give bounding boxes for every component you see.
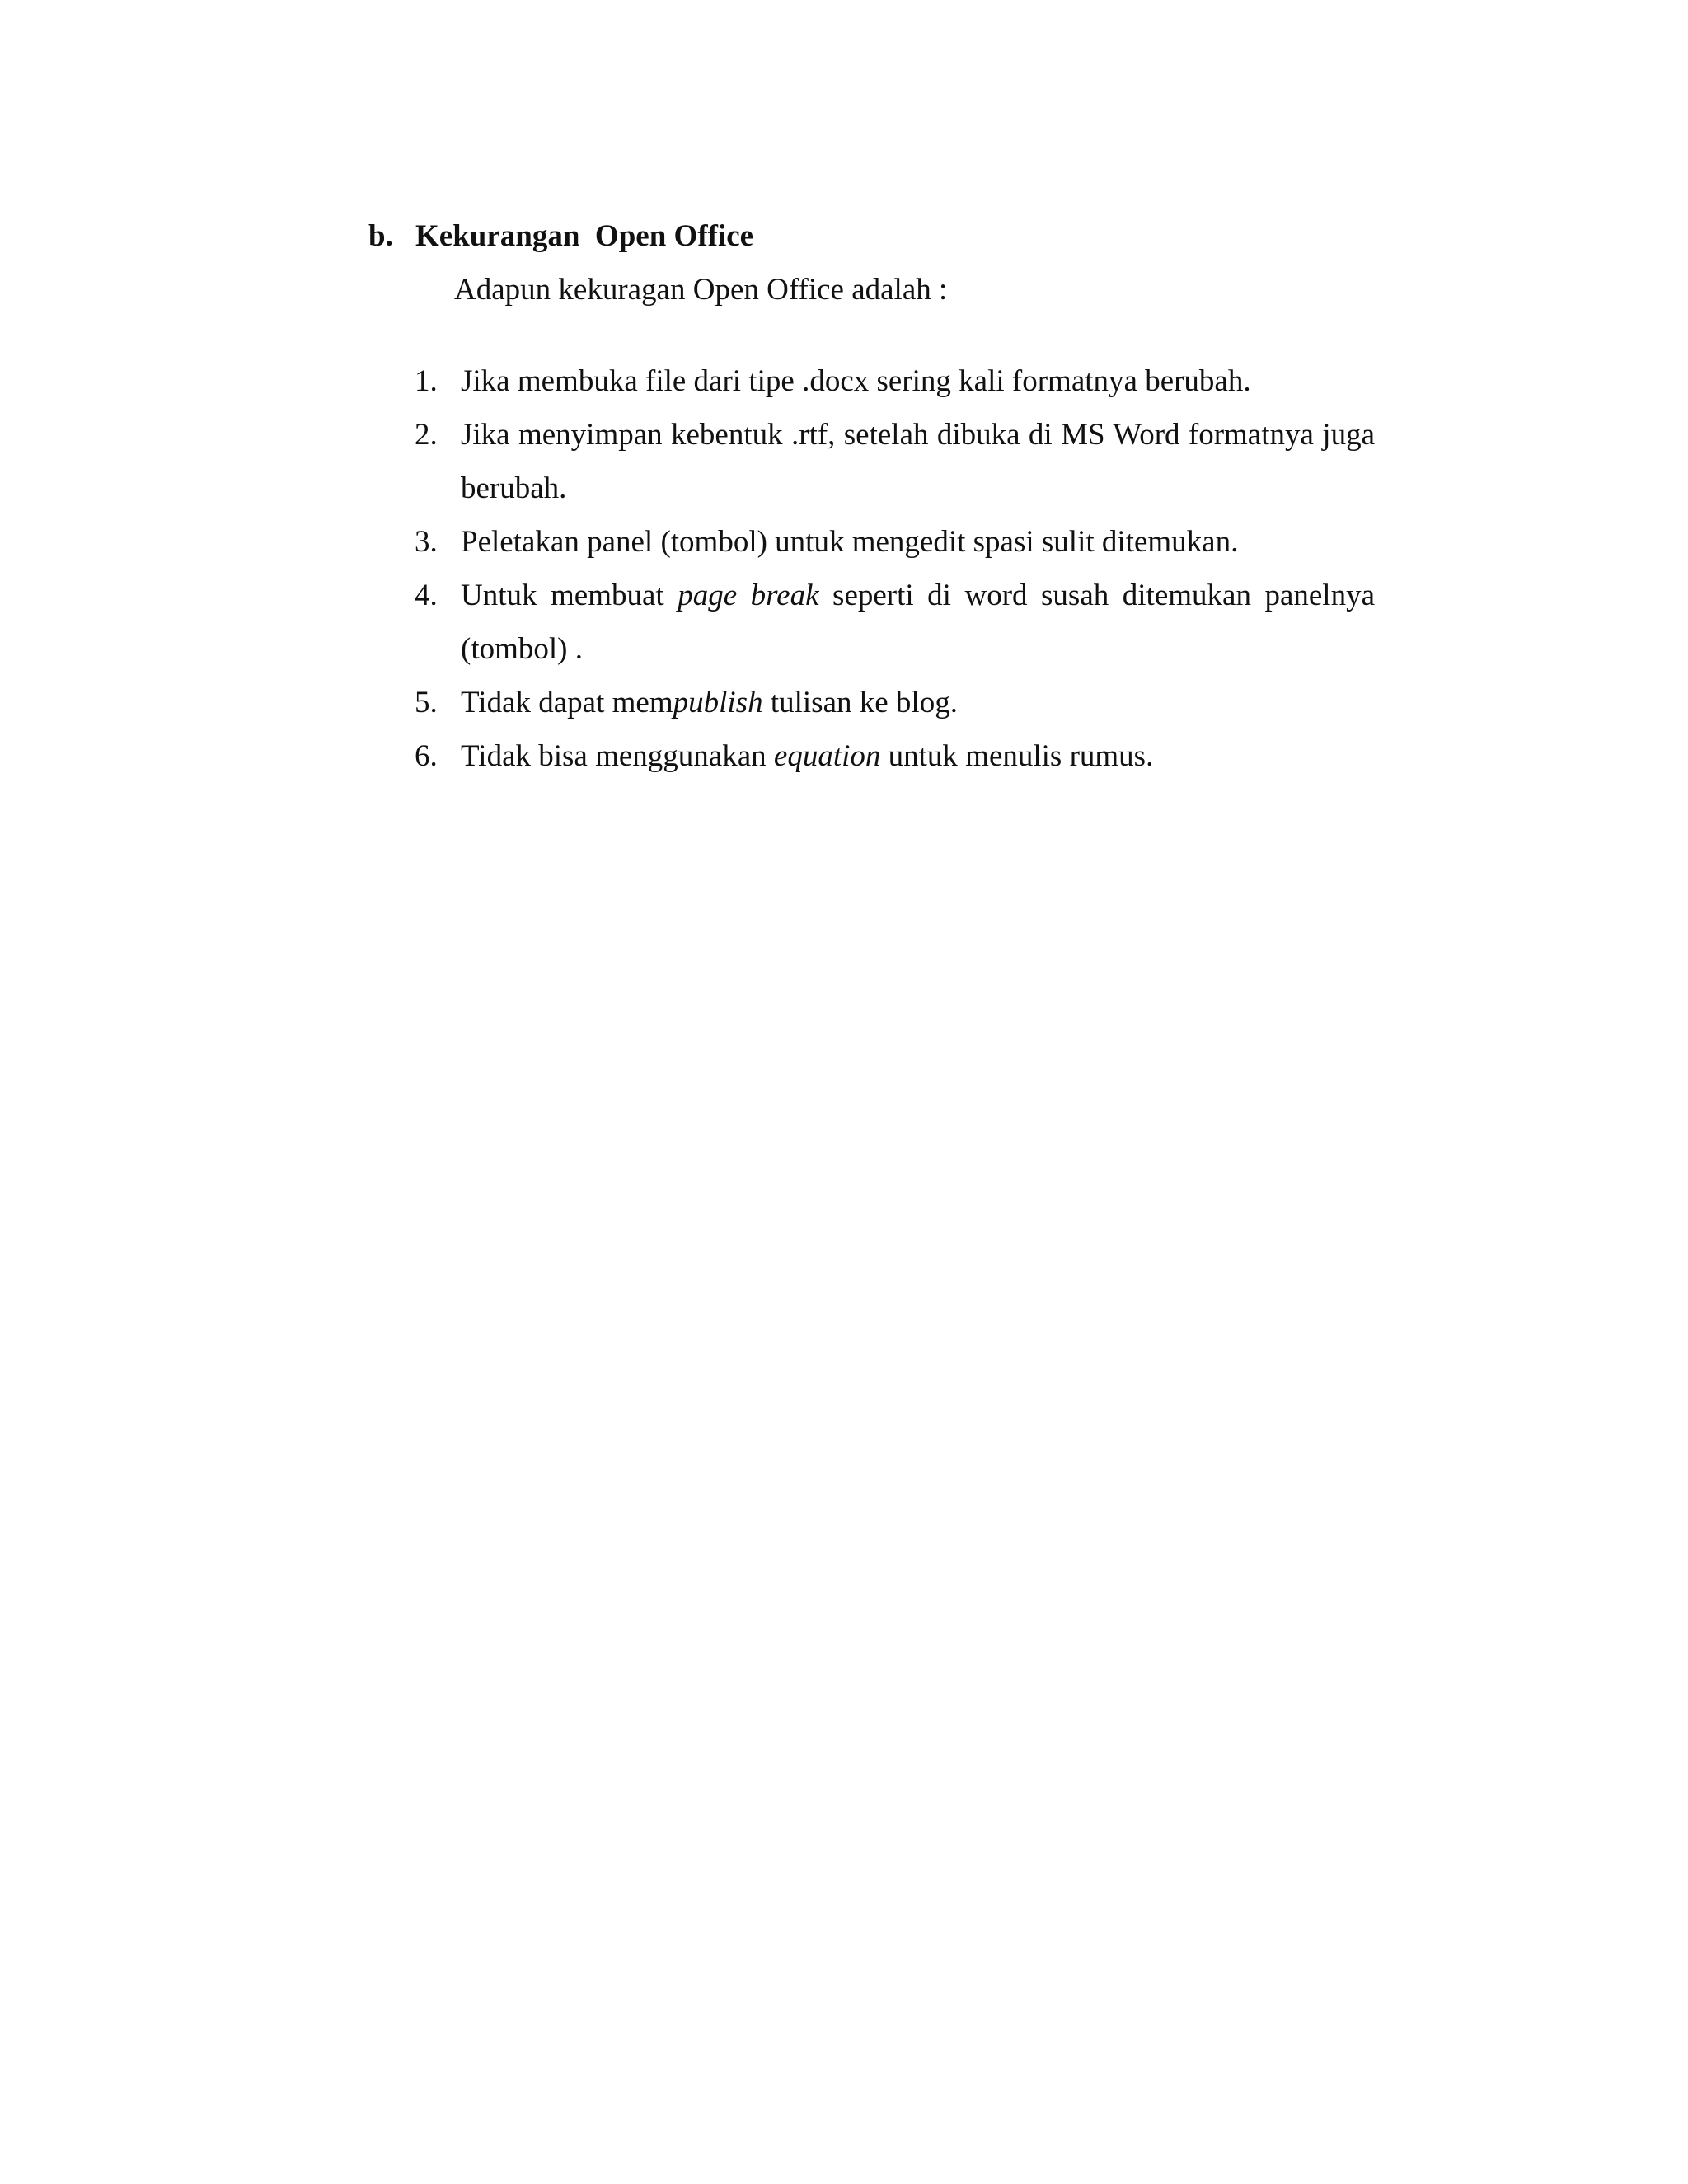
list-item [415,729,1375,783]
list-item [415,408,1375,515]
list-item-emphasis: page break [678,579,819,612]
list-item-text: Tidak dapat mem [461,686,673,719]
intro-paragraph: Adapun kekuragan Open Office adalah : [454,273,948,307]
section-heading [368,216,753,257]
list-item-text: Peletakan panel (tombol) untuk mengedit spasi sulit ditemukan. [461,525,1239,559]
list-item [415,676,1375,729]
list-item-number: 3. [415,525,438,559]
section-title: Kekurangan Open Office [415,219,754,253]
list-item-text: Untuk membuat [461,579,678,612]
list-item-emphasis: publish [673,686,763,719]
list-item [415,515,1375,569]
list-item-number: 5. [415,686,438,719]
list-item [415,569,1375,676]
list-item-text: Tidak bisa menggunakan [461,739,774,773]
list-item [415,354,1375,408]
list-item-number: 1. [415,364,438,398]
list-item-text: untuk menulis rumus. [880,739,1154,773]
list-item-text: Jika menyimpan kebentuk .rtf, setelah dibuka di MS Word formatnya juga berubah. [461,418,1375,505]
list-item-text: Jika membuka file dari tipe .docx sering kali formatnya berubah. [461,364,1251,398]
list-item-text: seperti di word susah ditemukan panelnya (tombol) . [461,579,1376,666]
list-item-number: 2. [415,418,438,452]
section-letter: b. [368,219,393,253]
list-item-number: 4. [415,579,438,612]
shortcomings-list [415,354,1375,783]
list-item-number: 6. [415,739,438,773]
list-item-text: tulisan ke blog. [762,686,958,719]
list-item-emphasis: equation [773,739,881,773]
